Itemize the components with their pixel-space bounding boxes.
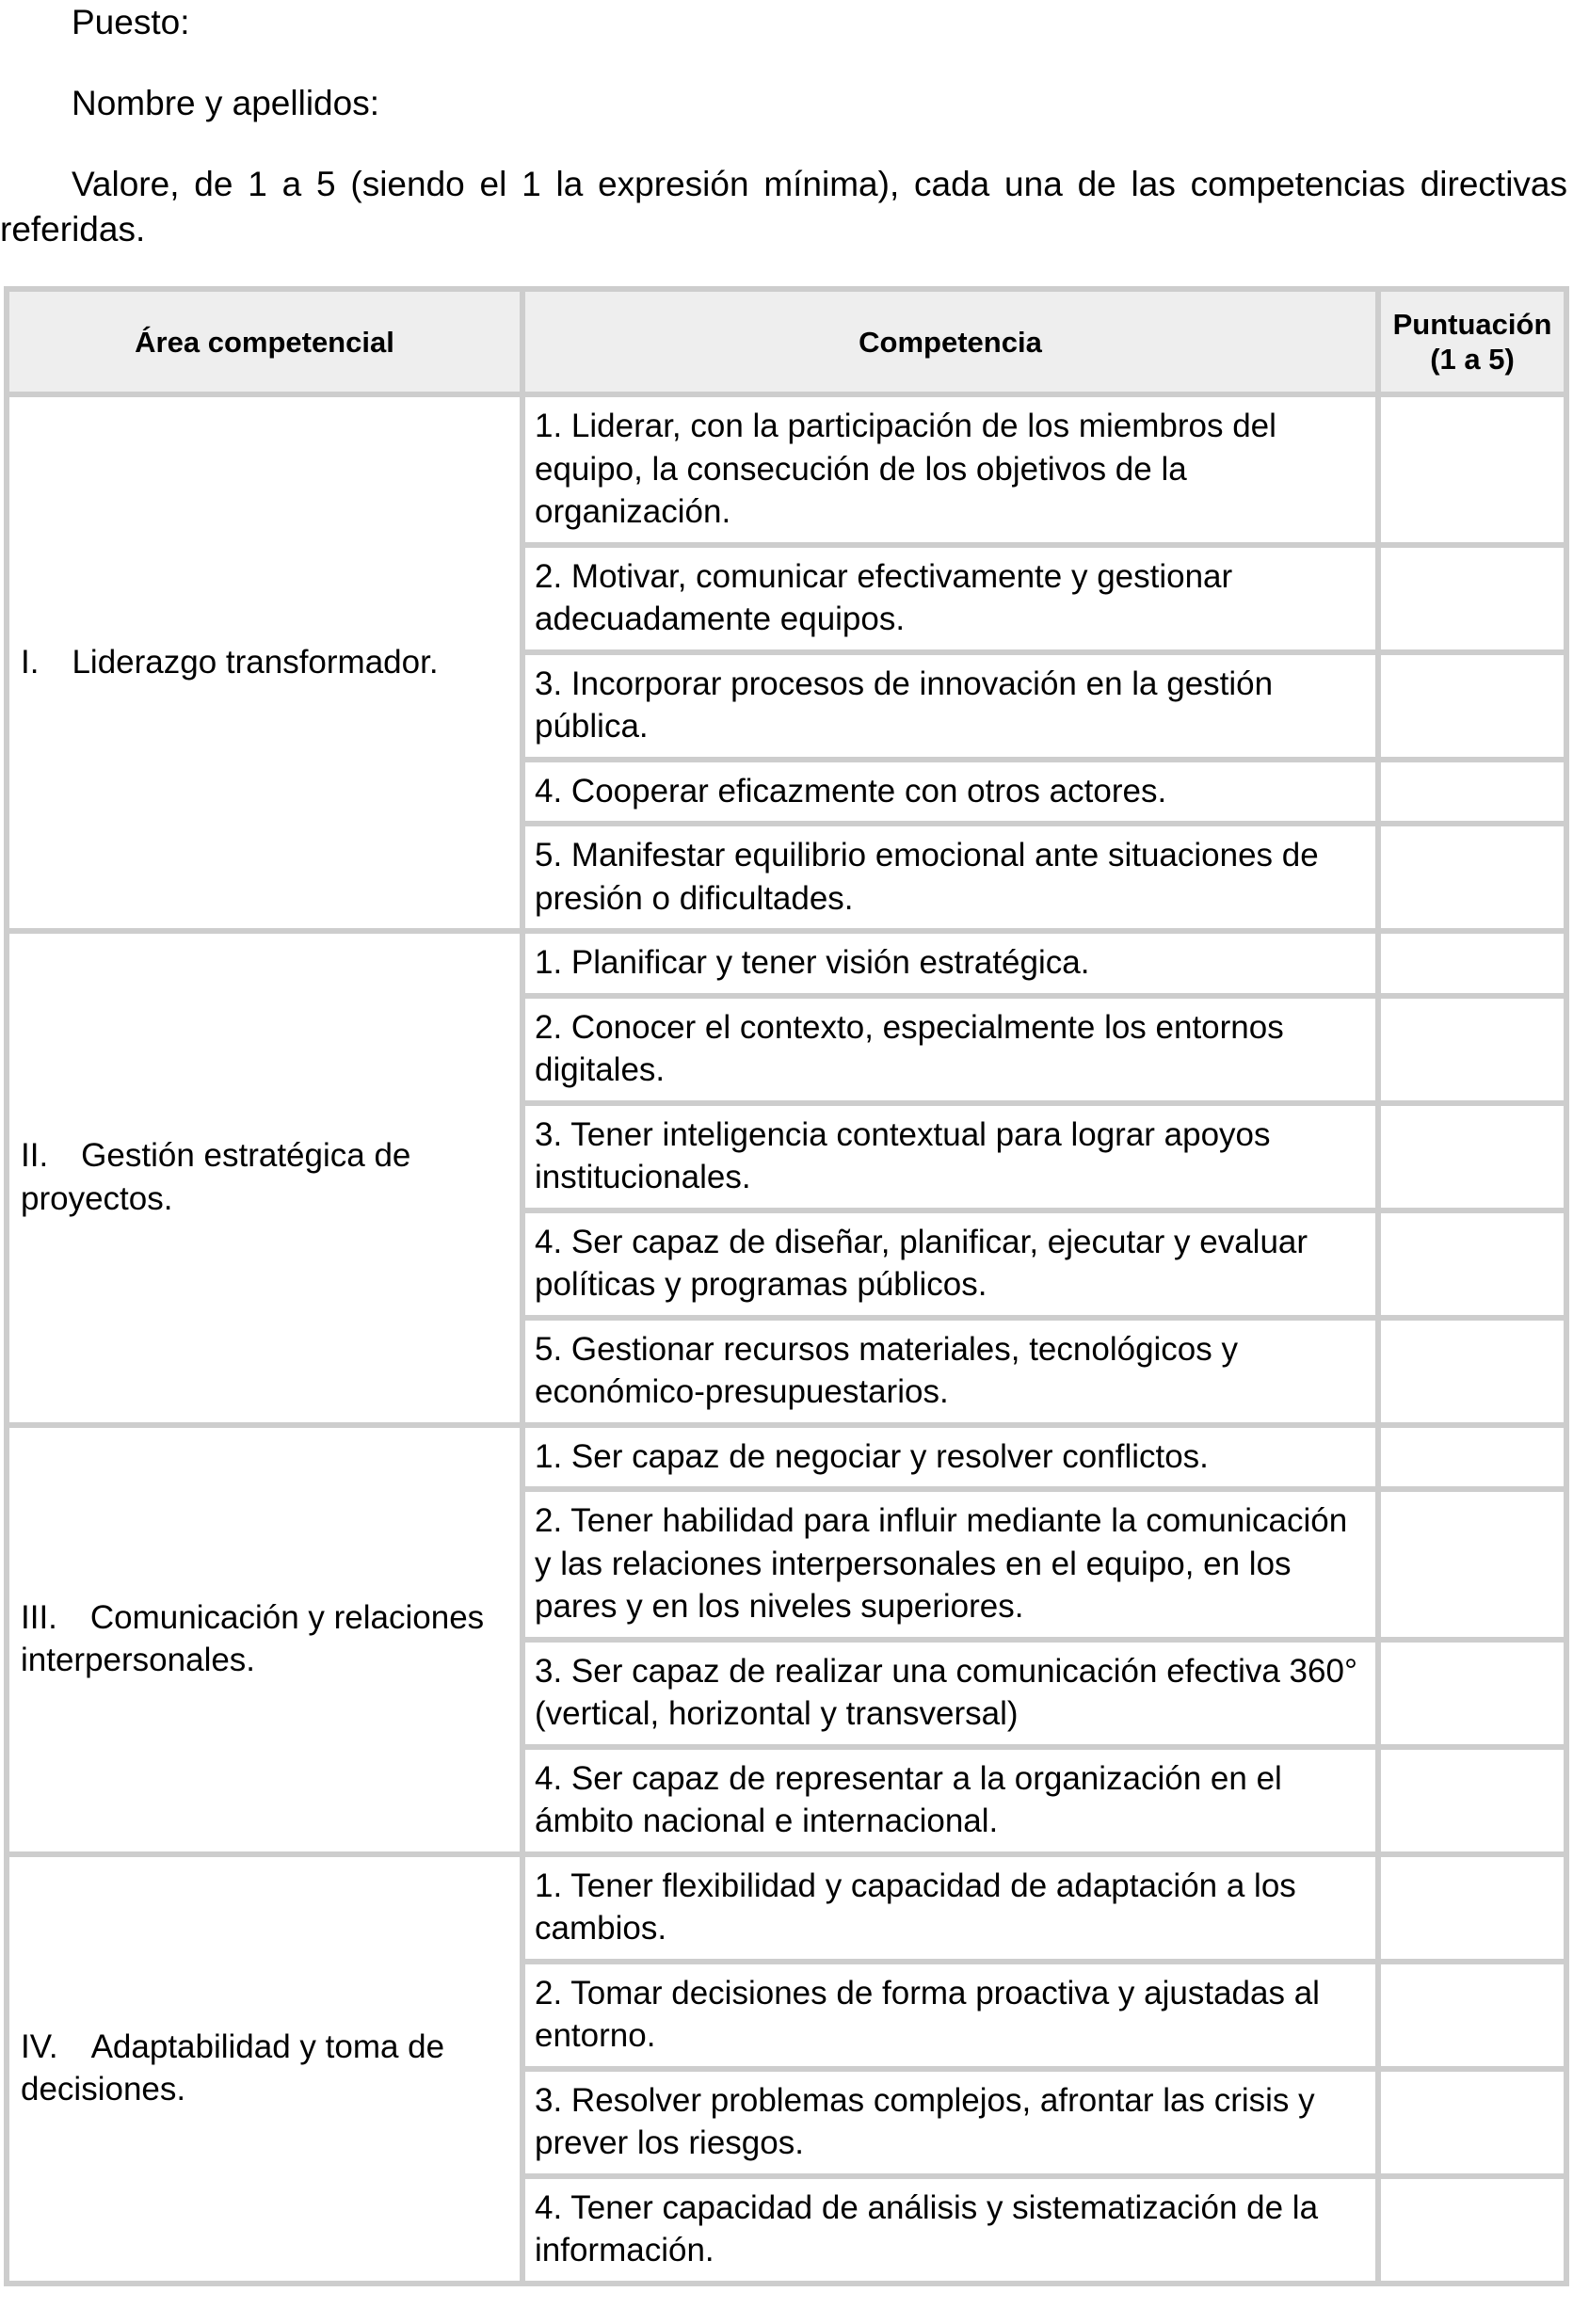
score-input-cell[interactable] (1378, 760, 1566, 825)
competencias-table (4, 286, 1569, 2286)
competencia-cell: 1. Planificar y tener visión estratégica. (522, 931, 1378, 996)
nombre-label: Nombre y apellidos: (72, 84, 379, 122)
score-input-cell[interactable] (1378, 1962, 1566, 2069)
score-input-cell[interactable] (1378, 824, 1566, 931)
header-puntuacion-label: Puntuación (1392, 308, 1552, 341)
score-input-cell[interactable] (1378, 2069, 1566, 2176)
competencia-cell: 3. Tener inteligencia contextual para lograr apoyos institucionales. (522, 1103, 1378, 1210)
score-input-cell[interactable] (1378, 652, 1566, 760)
competencia-cell: 2. Tomar decisiones de forma proactiva y ajustadas al entorno. (522, 1962, 1378, 2069)
competencia-cell: 3. Ser capaz de realizar una comunicación efectiva 360° (vertical, horizontal y transversal) (522, 1640, 1378, 1747)
instructions: Valore, de 1 a 5 (siendo el 1 la expresión mínima), cada una de las competencias directivas referidas. (0, 165, 1567, 248)
competencia-cell: 1. Liderar, con la participación de los miembros del equipo, la consecución de los objetivos de la organización. (522, 394, 1378, 545)
area-cell: III. Comunicación y relaciones interpersonales. (7, 1425, 522, 1854)
header-competencia: Competencia (522, 289, 1378, 394)
table-row (7, 394, 1566, 545)
competencia-cell: 1. Ser capaz de negociar y resolver conflictos. (522, 1425, 1378, 1490)
competencia-cell: 2. Conocer el contexto, especialmente los entornos digitales. (522, 996, 1378, 1103)
competencia-cell: 5. Gestionar recursos materiales, tecnológicos y económico-presupuestarios. (522, 1318, 1378, 1425)
competencia-cell: 3. Incorporar procesos de innovación en la gestión pública. (522, 652, 1378, 760)
competencia-cell: 3. Resolver problemas complejos, afrontar las crisis y prever los riesgos. (522, 2069, 1378, 2176)
score-input-cell[interactable] (1378, 2176, 1566, 2284)
header-area: Área competencial (7, 289, 522, 394)
area-cell: I. Liderazgo transformador. (7, 394, 522, 931)
competencia-cell: 1. Tener flexibilidad y capacidad de adaptación a los cambios. (522, 1854, 1378, 1962)
score-input-cell[interactable] (1378, 1747, 1566, 1854)
score-input-cell[interactable] (1378, 545, 1566, 652)
score-input-cell[interactable] (1378, 1640, 1566, 1747)
table-row (7, 1425, 1566, 1490)
competencia-cell: 4. Ser capaz de representar a la organización en el ámbito nacional e internacional. (522, 1747, 1378, 1854)
competencia-cell: 2. Tener habilidad para influir mediante la comunicación y las relaciones interpersonales en el equipo, en los pares y en los niveles superiores. (522, 1489, 1378, 1640)
header-puntuacion (1378, 289, 1566, 394)
table-header-row (7, 289, 1566, 394)
score-input-cell[interactable] (1378, 996, 1566, 1103)
score-input-cell[interactable] (1378, 1425, 1566, 1490)
score-input-cell[interactable] (1378, 1318, 1566, 1425)
area-cell: II. Gestión estratégica de proyectos. (7, 931, 522, 1425)
puesto-label: Puesto: (72, 3, 190, 41)
competencia-cell: 5. Manifestar equilibrio emocional ante situaciones de presión o dificultades. (522, 824, 1378, 931)
area-cell: IV. Adaptabilidad y toma de decisiones. (7, 1854, 522, 2284)
table-row (7, 1854, 1566, 1962)
score-input-cell[interactable] (1378, 1103, 1566, 1210)
competencia-cell: 4. Cooperar eficazmente con otros actores. (522, 760, 1378, 825)
score-input-cell[interactable] (1378, 1489, 1566, 1640)
header-puntuacion-range: (1 a 5) (1430, 343, 1515, 376)
competencia-cell: 4. Ser capaz de diseñar, planificar, ejecutar y evaluar políticas y programas públicos. (522, 1210, 1378, 1318)
score-input-cell[interactable] (1378, 394, 1566, 545)
score-input-cell[interactable] (1378, 1210, 1566, 1318)
competencia-cell: 2. Motivar, comunicar efectivamente y gestionar adecuadamente equipos. (522, 545, 1378, 652)
score-input-cell[interactable] (1378, 931, 1566, 996)
table-row (7, 931, 1566, 996)
score-input-cell[interactable] (1378, 1854, 1566, 1962)
competencia-cell: 4. Tener capacidad de análisis y sistematización de la información. (522, 2176, 1378, 2284)
